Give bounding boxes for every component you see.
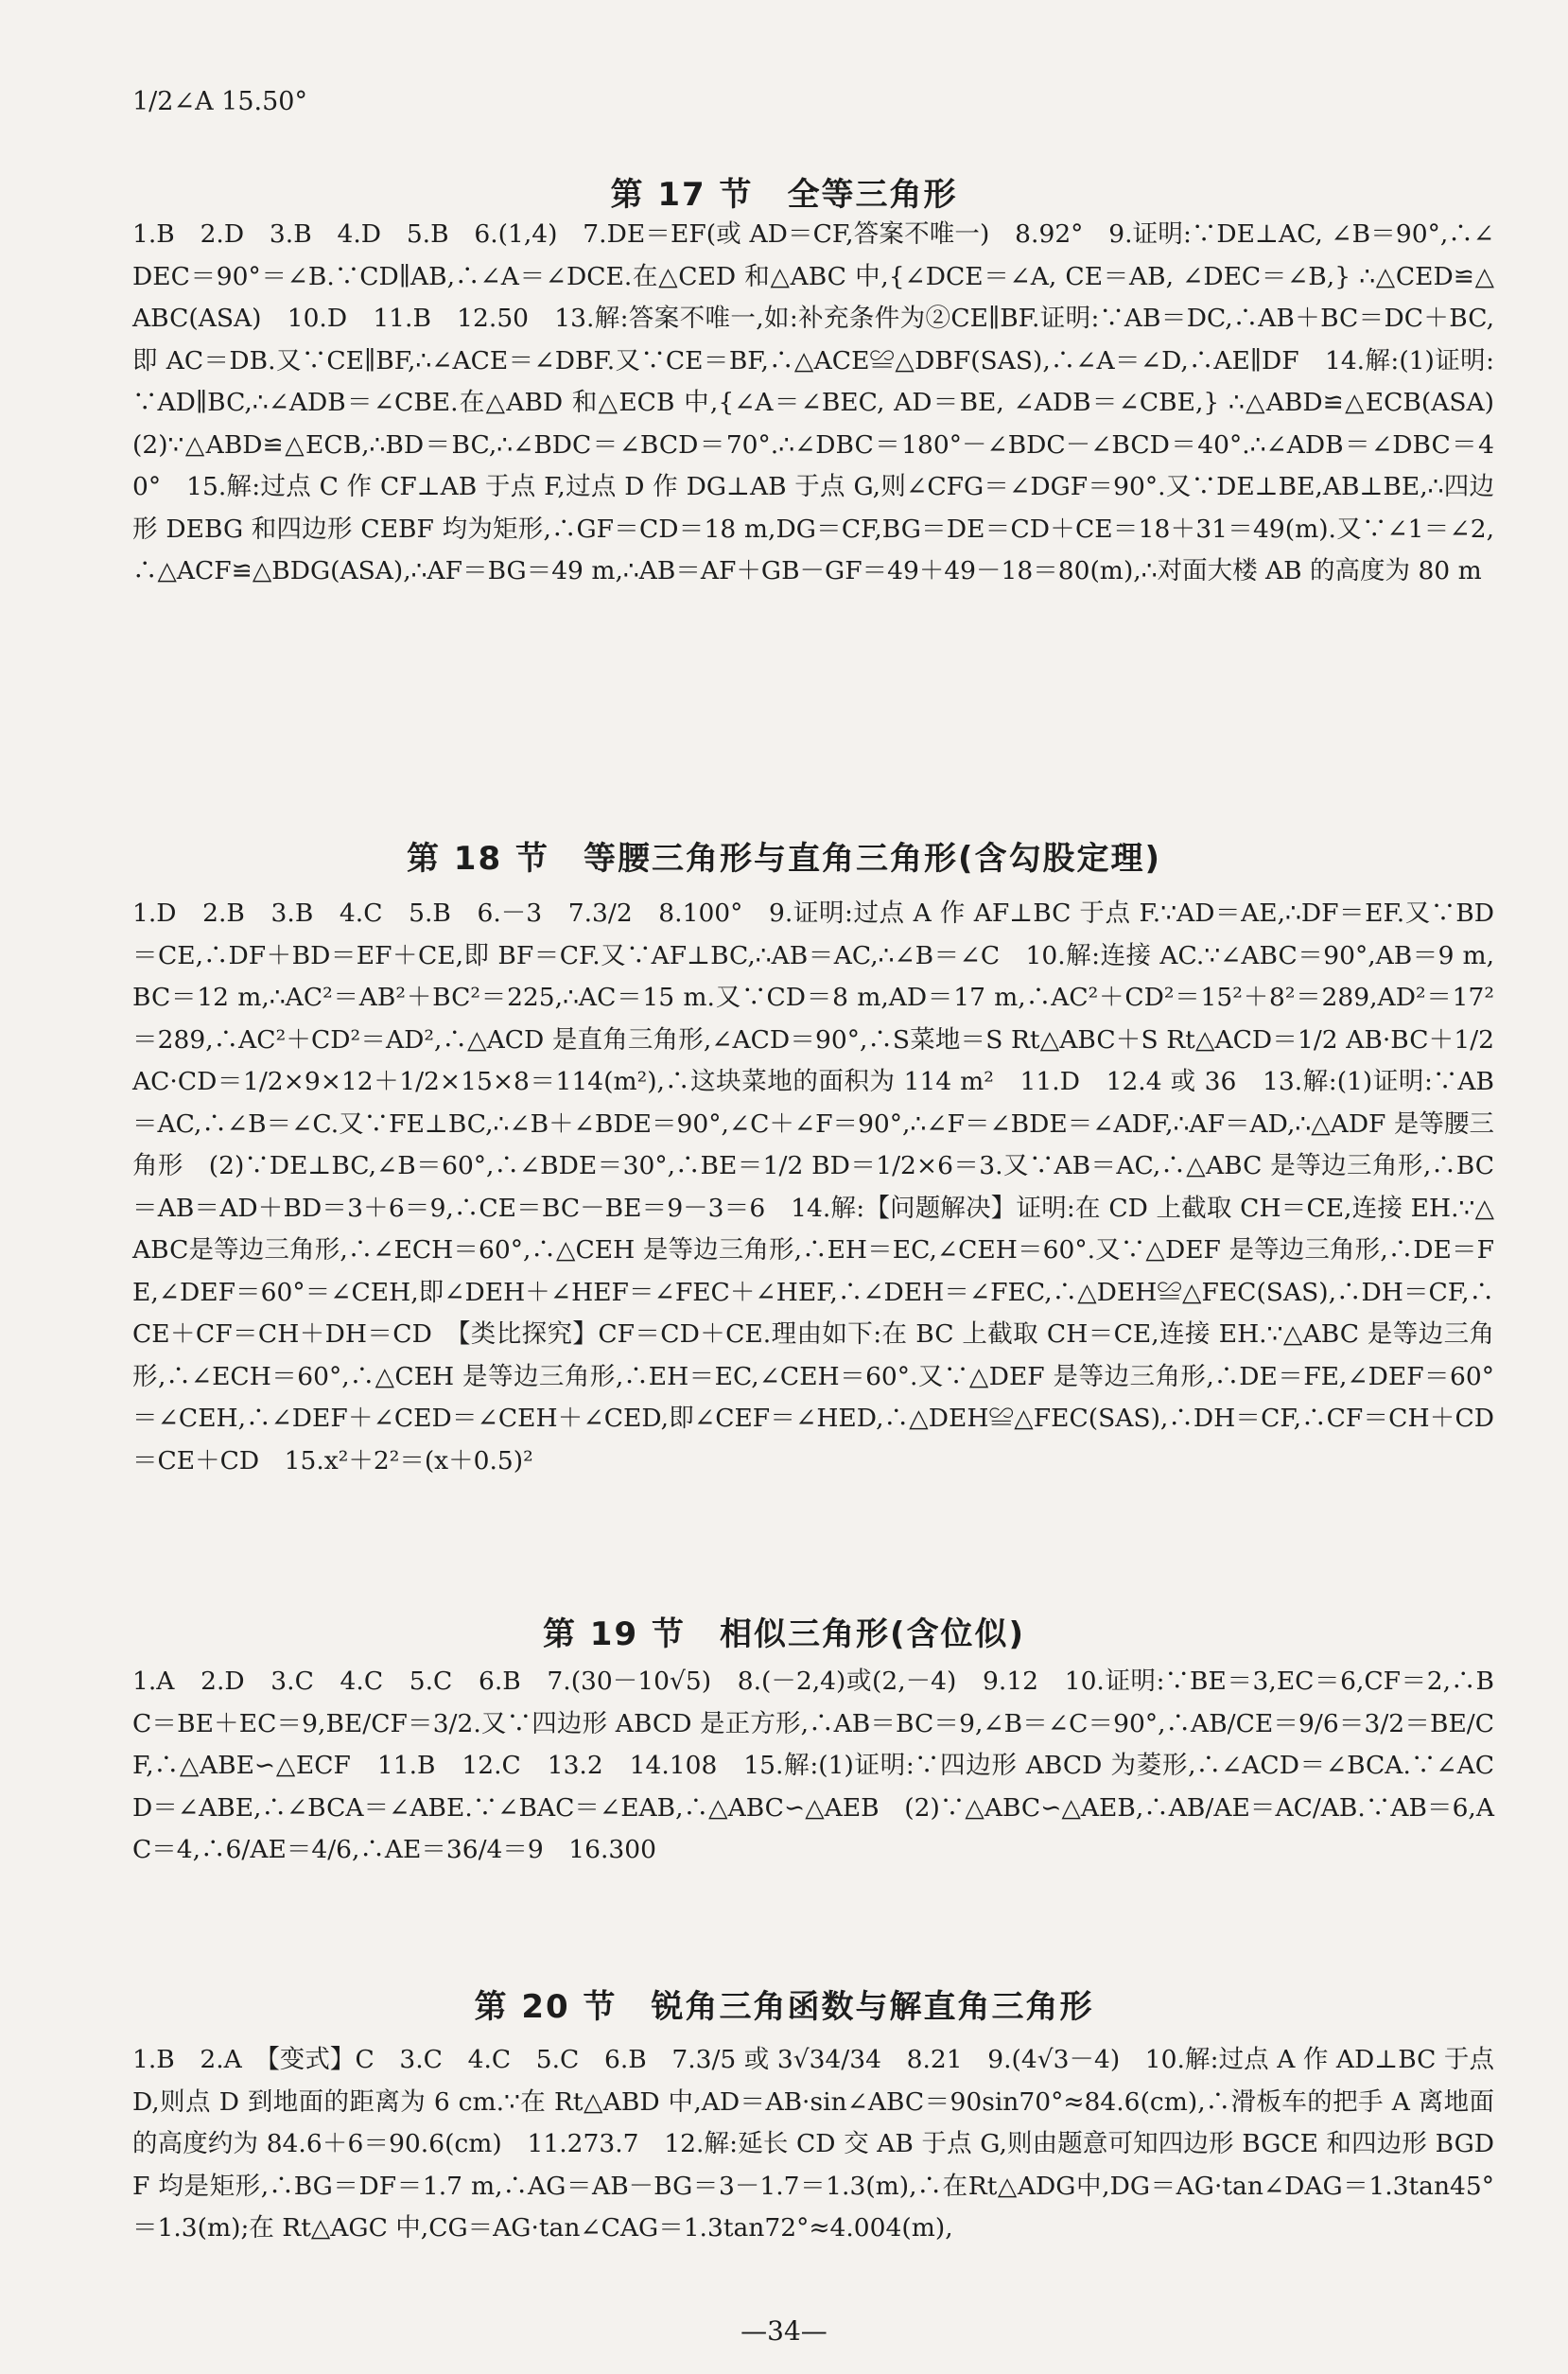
section-17-title: 第 17 节 全等三角形: [610, 176, 958, 214]
section-19-body: 1.A 2.D 3.C 4.C 5.C 6.B 7.(30－10√5) 8.(－2,4)或(2,－4) 9.12 10.证明:∵BE＝3,EC＝6,CF＝2,∴BC＝BE＋EC＝9,BE/CF＝3/2.又∵四边形 ABCD 是正方形,∴AB＝BC＝9,∠B＝∠C＝90°,∴AB/CE＝9/6＝3/2＝BE/CF,∴△ABE∽△ECF 11.B 12.C 13.2 14.108 15.解:(1)证明:∵四边形 ABCD 为菱形,∴∠ACD＝∠BCA.∵∠ACD＝∠ABE,∴∠BCA＝∠ABE.∵∠BAC＝∠EAB,∴△ABC∽△AEB (2)∵△ABC∽△AEB,∴AB/AE＝AC/AB.∵AB＝6,AC＝4,∴6/AE＝4/6,∴AE＝36/4＝9 16.300: [132, 1667, 1494, 1864]
section-20-title: 第 20 节 锐角三角函数与解直角三角形: [474, 1988, 1094, 2026]
section-17-body: 1.B 2.D 3.B 4.D 5.B 6.(1,4) 7.DE＝EF(或 AD＝CF,答案不唯一) 8.92° 9.证明:∵DE⊥AC, ∠B＝90°,∴∠DEC＝90°＝∠B.∵CD∥AB,∴∠A＝∠DCE.在△CED 和△ABC 中,{∠DCE＝∠A, CE＝AB, ∠DEC＝∠B,} ∴△CED≌△ABC(ASA) 10.D 11.B 12.50 13.解:答案不唯一,如:补充条件为②CE∥BF.证明:∵AB＝DC,∴AB＋BC＝DC＋BC,即 AC＝DB.又∵CE∥BF,∴∠ACE＝∠DBF.又∵CE＝BF,∴△ACE≌△DBF(SAS),∴∠A＝∠D,∴AE∥DF 14.解:(1)证明:∵AD∥BC,∴∠ADB＝∠CBE.在△ABD 和△ECB 中,{∠A＝∠BEC, AD＝BE, ∠ADB＝∠CBE,} ∴△ABD≌△ECB(ASA) (2)∵△ABD≌△ECB,∴BD＝BC,∴∠BDC＝∠BCD＝70°.∴∠DBC＝180°－∠BDC－∠BCD＝40°.∴∠ADB＝∠DBC＝40° 15.解:过点 C 作 CF⊥AB 于点 F,过点 D 作 DG⊥AB 于点 G,则∠CFG＝∠DGF＝90°.又∵DE⊥BE,AB⊥BE,∴四边形 DEBG 和四边形 CEBF 均为矩形,∴GF＝CD＝18 m,DG＝CF,BG＝DE＝CD＋CE＝18＋31＝49(m).又∵∠1＝∠2,∴△ACF≌△BDG(ASA),∴AF＝BG＝49 m,∴AB＝AF＋GB－GF＝49＋49－18＝80(m),∴对面大楼 AB 的高度为 80 m: [132, 219, 1520, 585]
section-18-body: 1.D 2.B 3.B 4.C 5.B 6.－3 7.3/2 8.100° 9.证明:过点 A 作 AF⊥BC 于点 F.∵AD＝AE,∴DF＝EF.又∵BD＝CE,∴DF＋BD＝EF＋CE,即 BF＝CF.又∵AF⊥BC,∴AB＝AC,∴∠B＝∠C 10.解:连接 AC.∵∠ABC＝90°,AB＝9 m,BC＝12 m,∴AC²＝AB²＋BC²＝225,∴AC＝15 m.又∵CD＝8 m,AD＝17 m,∴AC²＋CD²＝15²＋8²＝289,AD²＝17²＝289,∴AC²＋CD²＝AD²,∴△ACD 是直角三角形,∠ACD＝90°,∴S菜地＝S Rt△ABC＋S Rt△ACD＝1/2 AB·BC＋1/2 AC·CD＝1/2×9×12＋1/2×15×8＝114(m²),∴这块菜地的面积为 114 m² 11.D 12.4 或 36 13.解:(1)证明:∵AB＝AC,∴∠B＝∠C.又∵FE⊥BC,∴∠B＋∠BDE＝90°,∠C＋∠F＝90°,∴∠F＝∠BDE＝∠ADF,∴AF＝AD,∴△ADF 是等腰三角形 (2)∵DE⊥BC,∠B＝60°,∴∠BDE＝30°,∴BE＝1/2 BD＝1/2×6＝3.又∵AB＝AC,∴△ABC 是等边三角形,∴BC＝AB＝AD＋BD＝3＋6＝9,∴CE＝BC－BE＝9－3＝6 14.解:【问题解决】证明:在 CD 上截取 CH＝CE,连接 EH.∵△ABC是等边三角形,∴∠ECH＝60°,∴△CEH 是等边三角形,∴EH＝EC,∠CEH＝60°.又∵△DEF 是等边三角形,∴DE＝FE,∠DEF＝60°＝∠CEH,即∠DEH＋∠HEF＝∠FEC＋∠HEF,∴∠DEH＝∠FEC,∴△DEH≌△FEC(SAS),∴DH＝CF,∴CE＋CF＝CH＋DH＝CD 【类比探究】CF＝CD＋CE.理由如下:在 BC 上截取 CH＝CE,连接 EH.∵△ABC 是等边三角形,∴∠ECH＝60°,∴△CEH 是等边三角形,∴EH＝EC,∠CEH＝60°.又∵△DEF 是等边三角形,∴DE＝FE,∠DEF＝60°＝∠CEH,∴∠DEF＋∠CED＝∠CEH＋∠CED,即∠CEF＝∠HED,∴△DEH≌△FEC(SAS),∴DH＝CF,∴CF＝CH＋CD＝CE＋CD 15.x²＋2²＝(x＋0.5)²: [132, 899, 1494, 1475]
section-19-title: 第 19 节 相似三角形(含位似): [542, 1615, 1026, 1653]
page-number: —34—: [740, 2315, 828, 2347]
section-20-body: 1.B 2.A 【变式】C 3.C 4.C 5.C 6.B 7.3/5 或 3√34/34 8.21 9.(4√3－4) 10.解:过点 A 作 AD⊥BC 于点 D,则点 D 到地面的距离为 6 cm.∵在 Rt△ABD 中,AD＝AB·sin∠ABC＝90sin70°≈84.6(cm),∴滑板车的把手 A 离地面的高度约为 84.6＋6＝90.6(cm) 11.273.7 12.解:延长 CD 交 AB 于点 G,则由题意可知四边形 BGCE 和四边形 BGDF 均是矩形,∴BG＝DF＝1.7 m,∴AG＝AB－BG＝3－1.7＝1.3(m),∴在Rt△ADG中,DG＝AG·tan∠DAG＝1.3tan45°＝1.3(m);在 Rt△AGC 中,CG＝AG·tan∠CAG＝1.3tan72°≈4.004(m),: [132, 2045, 1494, 2243]
section-18-title: 第 18 节 等腰三角形与直角三角形(含勾股定理): [406, 840, 1162, 878]
top-fragment: 1/2∠A 15.50°: [132, 87, 307, 116]
